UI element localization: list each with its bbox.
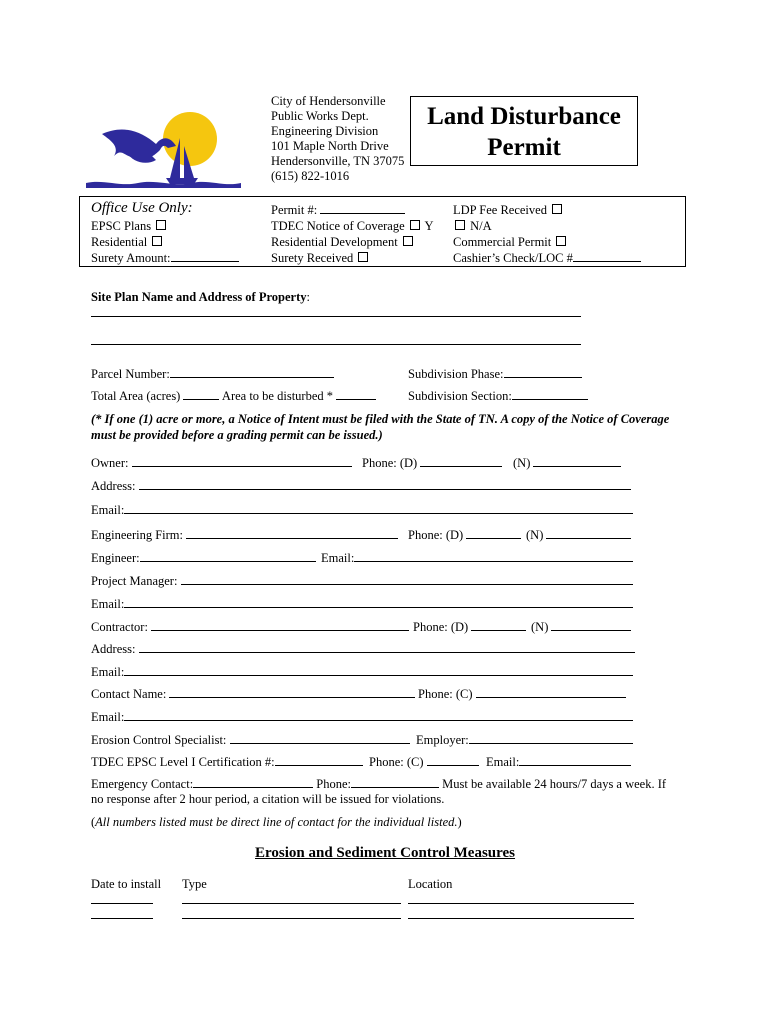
office-use-heading: Office Use Only:: [91, 200, 193, 216]
permit-title-box: [410, 96, 638, 166]
col-type-header: Type: [182, 877, 207, 891]
owner-email-field[interactable]: Email:: [91, 503, 633, 518]
owner-field[interactable]: Owner:: [91, 456, 352, 471]
title-line-1: Land Disturbance: [427, 103, 621, 130]
office-surety-received[interactable]: Surety Received: [271, 251, 370, 266]
measures-location-line[interactable]: [408, 903, 634, 904]
checkbox[interactable]: [358, 252, 368, 262]
contractor-phone-n[interactable]: (N): [531, 620, 631, 635]
checkbox[interactable]: [403, 236, 413, 246]
notice-line-2: must be provided before a grading permit can be issued.): [91, 428, 383, 442]
owner-phone-d[interactable]: Phone: (D): [362, 456, 502, 471]
address-line: Hendersonville, TN 37075: [271, 154, 405, 168]
emergency-contact-field[interactable]: Emergency Contact: Phone: Must be available 24 hours/7 days a week. If: [91, 777, 667, 791]
office-epsc-plans[interactable]: EPSC Plans: [91, 219, 168, 234]
measures-location-line[interactable]: [408, 918, 634, 919]
contact-name-field[interactable]: Contact Name:: [91, 687, 415, 702]
title-line-2: Permit: [487, 134, 561, 161]
subdivision-section-field[interactable]: Subdivision Section:: [408, 389, 588, 404]
measures-heading: Erosion and Sediment Control Measures: [255, 845, 516, 861]
site-plan-line-2[interactable]: [91, 344, 581, 345]
office-residential-development[interactable]: Residential Development: [271, 235, 415, 250]
measures-date-line[interactable]: [91, 918, 153, 919]
emergency-note: no response after 2 hour period, a citation will be issued for violations.: [91, 792, 445, 806]
tdec-email[interactable]: Email:: [486, 755, 631, 770]
contractor-phone-d[interactable]: Phone: (D): [413, 620, 526, 635]
erosion-specialist-field[interactable]: Erosion Control Specialist:: [91, 733, 410, 748]
checkbox[interactable]: [410, 220, 420, 230]
owner-address-field[interactable]: Address:: [91, 479, 631, 494]
water-waves: [86, 182, 241, 188]
engineer-email-field[interactable]: Email:: [321, 551, 633, 566]
tdec-certification-field[interactable]: TDEC EPSC Level I Certification #:: [91, 755, 363, 770]
office-residential[interactable]: Residential: [91, 235, 164, 250]
measures-type-line[interactable]: [182, 918, 401, 919]
address-line: (615) 822-1016: [271, 169, 350, 183]
address-line: City of Hendersonville: [271, 94, 386, 108]
office-permit-number[interactable]: Permit #:: [271, 203, 405, 218]
col-date-header: Date to install: [91, 877, 162, 891]
measures-date-line[interactable]: [91, 903, 153, 904]
engineer-field[interactable]: Engineer:: [91, 551, 316, 566]
contact-phone-c[interactable]: Phone: (C): [418, 687, 626, 702]
address-line: 101 Maple North Drive: [271, 139, 389, 153]
office-cashiers-check[interactable]: Cashier’s Check/LOC #: [453, 251, 641, 266]
site-plan-label: Site Plan Name and Address of Property:: [91, 290, 310, 304]
measures-type-line[interactable]: [182, 903, 401, 904]
sun-icon: [163, 112, 217, 166]
checkbox[interactable]: [556, 236, 566, 246]
checkbox[interactable]: [152, 236, 162, 246]
owner-phone-n[interactable]: (N): [513, 456, 621, 471]
office-commercial-permit[interactable]: Commercial Permit: [453, 235, 568, 250]
subdivision-phase-field[interactable]: Subdivision Phase:: [408, 367, 582, 382]
parcel-number-field[interactable]: Parcel Number:: [91, 367, 334, 382]
employer-field[interactable]: Employer:: [416, 733, 633, 748]
checkbox[interactable]: [552, 204, 562, 214]
notice-line-1: (* If one (1) acre or more, a Notice of Intent must be filed with the State of TN. A copy of the Notice of Coverage: [91, 412, 670, 426]
department-address: [271, 94, 404, 184]
direct-line-note: (All numbers listed must be direct line of contact for the individual listed.): [91, 815, 462, 829]
checkbox[interactable]: [156, 220, 166, 230]
engineering-phone-n[interactable]: (N): [526, 528, 631, 543]
office-surety-amount[interactable]: Surety Amount:: [91, 251, 239, 266]
project-manager-email[interactable]: Email:: [91, 597, 633, 612]
address-line: Public Works Dept.: [271, 109, 369, 123]
office-na[interactable]: N/A: [453, 219, 492, 234]
project-manager-field[interactable]: Project Manager:: [91, 574, 633, 589]
engineering-phone-d[interactable]: Phone: (D): [408, 528, 521, 543]
area-field[interactable]: Total Area (acres) Area to be disturbed *: [91, 389, 376, 404]
engineering-firm-field[interactable]: Engineering Firm:: [91, 528, 398, 543]
contractor-email[interactable]: Email:: [91, 665, 633, 680]
tdec-phone-c[interactable]: Phone: (C): [369, 755, 479, 770]
city-logo: [84, 106, 244, 190]
office-tdec-notice[interactable]: TDEC Notice of Coverage Y: [271, 219, 434, 233]
checkbox[interactable]: [455, 220, 465, 230]
contractor-address[interactable]: Address:: [91, 642, 635, 657]
col-location-header: Location: [408, 877, 453, 891]
site-plan-line-1[interactable]: [91, 316, 581, 317]
office-ldp-fee[interactable]: LDP Fee Received: [453, 203, 564, 218]
address-line: Engineering Division: [271, 124, 379, 138]
contact-email[interactable]: Email:: [91, 710, 633, 725]
contractor-field[interactable]: Contractor:: [91, 620, 409, 635]
